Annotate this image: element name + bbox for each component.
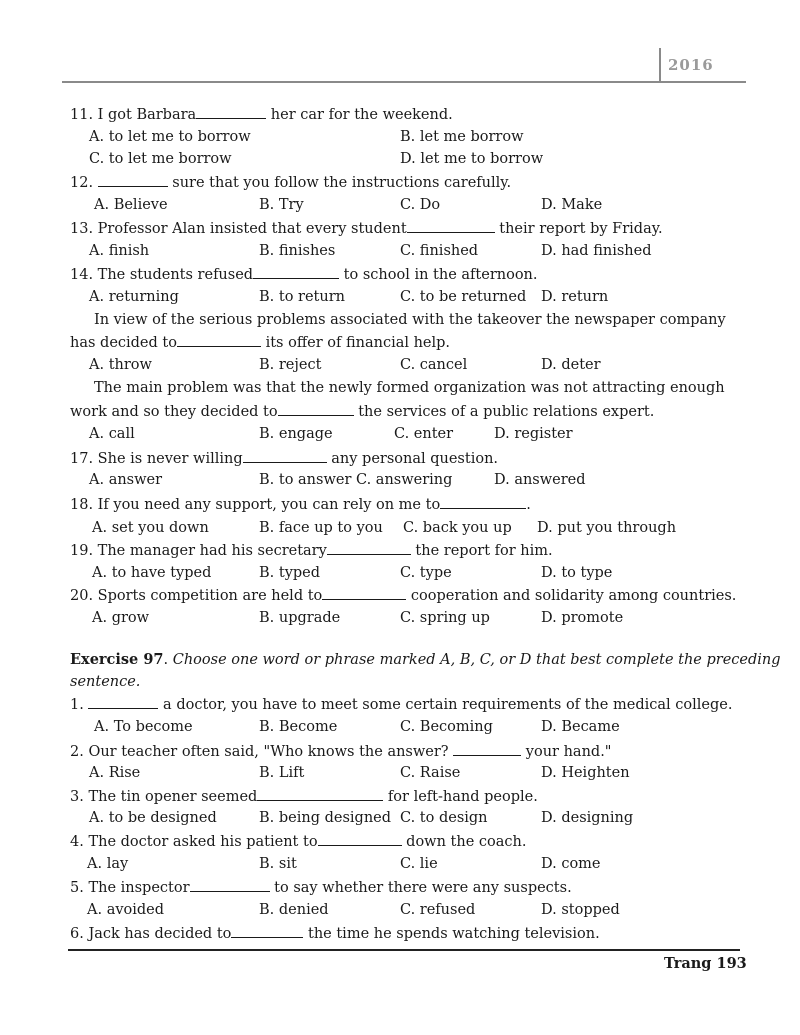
answer-blank [318, 831, 402, 846]
question-16-line-1: The main problem was that the newly formed organization was not attracting enough [94, 380, 725, 396]
option-d: D. put you through [537, 520, 677, 536]
question-19 [70, 540, 553, 561]
option-b: B. sit [259, 856, 297, 872]
question-text: 17. She is never willing [70, 451, 243, 467]
option-c: C. type [400, 565, 452, 581]
exercise-title: Exercise 97 [70, 651, 164, 668]
option-b: B. being designed [259, 810, 392, 826]
option-a: A. to have typed [92, 565, 212, 581]
exercise-question-2 [70, 741, 611, 762]
question-text: 20. Sports competition are held to [70, 588, 323, 604]
question-text: . [526, 497, 531, 513]
question-20 [70, 585, 736, 606]
option-a: A. grow [92, 610, 150, 626]
question-text: 13. Professor Alan insisted that every student [70, 221, 407, 237]
question-text: its offer of financial help. [260, 335, 451, 351]
answer-blank [440, 494, 526, 509]
option-b: B. reject [259, 357, 322, 373]
header-divider-tick [659, 48, 661, 82]
option-a: A. returning [89, 289, 179, 305]
question-text: your hand." [521, 744, 612, 760]
option-b: B. finishes [259, 243, 336, 259]
footer-rule [68, 949, 740, 951]
question-text: sure that you follow the instructions carefully. [167, 175, 512, 191]
exercise-question-6 [70, 923, 600, 944]
option-c: C. lie [400, 856, 438, 872]
option-a: A. To become [94, 719, 193, 735]
answer-blank [327, 540, 411, 555]
option-c: C. Do [400, 197, 441, 213]
answer-blank [407, 218, 495, 233]
question-text: a doctor, you have to meet some certain requirements of the medical college. [158, 697, 733, 713]
question-text: the time he spends watching television. [303, 926, 600, 942]
option-c: C. spring up [400, 610, 490, 626]
question-text: to say whether there were any suspects. [269, 880, 572, 896]
question-11 [70, 104, 453, 125]
question-text: work and so they decided to [70, 404, 278, 420]
option-b: B. Become [259, 719, 338, 735]
question-18 [70, 494, 531, 515]
exercise-heading [70, 650, 781, 670]
option-c: C. to let me borrow [89, 151, 232, 167]
exercise-instruction: Choose one word or phrase marked A, B, C, or D that best complete the preceding [172, 652, 781, 668]
question-text: for left-hand people. [383, 789, 538, 805]
option-d: D. answered [494, 472, 586, 488]
option-b: B. upgrade [259, 610, 341, 626]
question-text: 2. Our teacher often said, "Who knows the answer? [70, 744, 454, 760]
option-a: A. finish [89, 243, 150, 259]
question-text: 1. [70, 697, 89, 713]
option-d: D. Make [541, 197, 603, 213]
option-d: D. stopped [541, 902, 620, 918]
question-text: the report for him. [410, 543, 553, 559]
option-c: C. finished [400, 243, 479, 259]
exercise-separator: . [163, 652, 173, 668]
exercise-instruction: sentence. [70, 674, 141, 690]
option-d: D. had finished [541, 243, 652, 259]
question-text: 12. [70, 175, 98, 191]
option-b: B. to return [259, 289, 345, 305]
option-d: D. let me to borrow [400, 151, 544, 167]
question-12 [70, 172, 511, 193]
option-d: D. register [494, 426, 573, 442]
question-text: any personal question. [326, 451, 499, 467]
option-c: C. back you up [403, 520, 512, 536]
option-d: D. come [541, 856, 601, 872]
option-a: A. to be designed [89, 810, 217, 826]
option-d: D. deter [541, 357, 601, 373]
question-text: 19. The manager had his secretary [70, 543, 327, 559]
option-d: D. Became [541, 719, 620, 735]
question-text: down the coach. [401, 834, 527, 850]
option-c: C. refused [400, 902, 476, 918]
option-d: D. return [541, 289, 609, 305]
answer-blank [190, 877, 270, 892]
option-a: A. to let me to borrow [89, 129, 251, 145]
option-b: B. Lift [259, 765, 305, 781]
option-c: C. enter [394, 426, 454, 442]
question-text: her car for the weekend. [266, 107, 453, 123]
option-b: B. let me borrow [400, 129, 524, 145]
header-year: 2016 [668, 56, 714, 74]
answer-blank [322, 585, 406, 600]
question-text: the services of a public relations expert. [353, 404, 655, 420]
question-text: their report by Friday. [494, 221, 663, 237]
option-a: A. answer [89, 472, 163, 488]
option-b: B. Try [259, 197, 304, 213]
answer-blank [278, 401, 354, 416]
question-15-line-1: In view of the serious problems associated with the takeover the newspaper company [94, 312, 726, 328]
option-c: C. to design [400, 810, 488, 826]
answer-blank [231, 923, 303, 938]
question-text: 18. If you need any support, you can rely on me to [70, 497, 441, 513]
option-b-c: B. to answer C. answering [259, 472, 453, 488]
question-text: 11. I got Barbara [70, 107, 197, 123]
option-a: A. lay [87, 856, 129, 872]
page-number: Trang 193 [664, 955, 747, 972]
option-c: C. to be returned [400, 289, 527, 305]
option-a: A. set you down [92, 520, 209, 536]
option-b: B. denied [259, 902, 329, 918]
option-d: D. Heighten [541, 765, 630, 781]
option-b: B. face up to you [259, 520, 383, 536]
option-a: A. avoided [87, 902, 165, 918]
answer-blank [453, 741, 521, 756]
exercise-instruction-line-2 [70, 672, 140, 692]
exercise-question-5 [70, 877, 572, 898]
option-d: D. designing [541, 810, 634, 826]
option-b: B. typed [259, 565, 321, 581]
exercise-question-1 [70, 694, 732, 715]
question-text: cooperation and solidarity among countries. [406, 588, 737, 604]
question-text: has decided to [70, 335, 177, 351]
option-d: D. to type [541, 565, 613, 581]
answer-blank [177, 332, 261, 347]
answer-blank [196, 104, 266, 119]
answer-blank [253, 264, 339, 279]
answer-blank [98, 172, 168, 187]
exercise-question-3 [70, 786, 538, 807]
option-a: A. Believe [94, 197, 168, 213]
question-16-line-2 [70, 401, 654, 422]
question-13 [70, 218, 663, 239]
answer-blank [88, 694, 158, 709]
option-a: A. throw [89, 357, 152, 373]
exercise-question-4 [70, 831, 526, 852]
option-c: C. Becoming [400, 719, 493, 735]
option-c: C. Raise [400, 765, 461, 781]
question-text: 6. Jack has decided to [70, 926, 232, 942]
question-17 [70, 448, 498, 469]
question-14 [70, 264, 538, 285]
option-a: A. Rise [89, 765, 141, 781]
option-b: B. engage [259, 426, 333, 442]
answer-blank [257, 786, 383, 801]
question-text: 14. The students refused [70, 267, 254, 283]
question-15-line-2 [70, 332, 450, 353]
option-d: D. promote [541, 610, 624, 626]
question-text: to school in the afternoon. [339, 267, 538, 283]
question-text: 4. The doctor asked his patient to [70, 834, 318, 850]
question-text: 3. The tin opener seemed [70, 789, 258, 805]
answer-blank [243, 448, 327, 463]
header-rule [62, 81, 746, 83]
option-a: A. call [89, 426, 135, 442]
question-text: 5. The inspector [70, 880, 190, 896]
option-c: C. cancel [400, 357, 468, 373]
